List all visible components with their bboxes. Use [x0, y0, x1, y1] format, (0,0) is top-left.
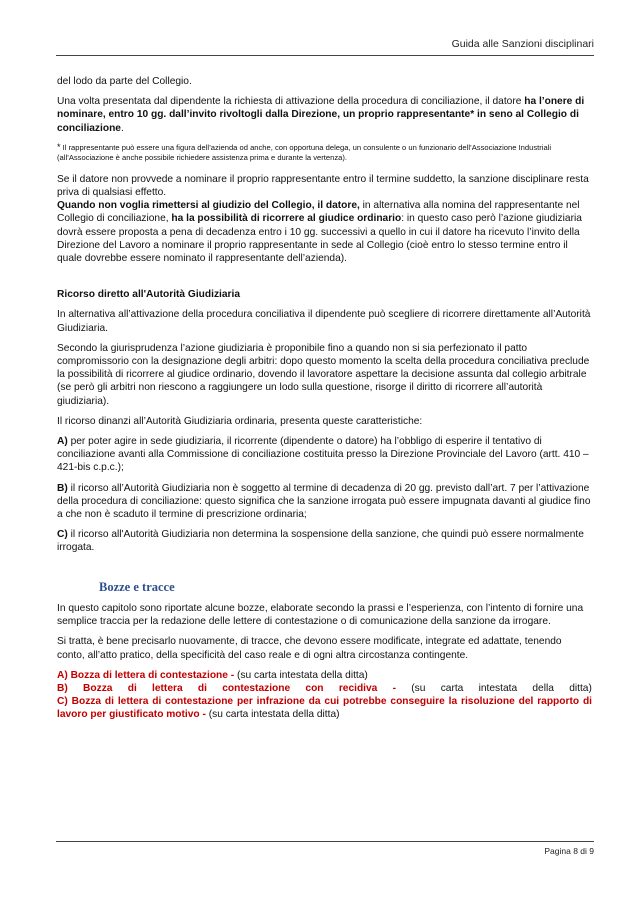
paragraph: Il ricorso dinanzi all’Autorità Giudiziaria ordinaria, presenta queste caratteristiche: — [57, 415, 423, 427]
paragraph: In alternativa all’attivazione della procedura conciliativa il dipendente può scegliere di ricorrere direttamente all’Autorità Giudiziaria. — [57, 309, 591, 334]
list-item — [57, 482, 592, 522]
bozza-item-c — [57, 695, 592, 721]
bozza-word: ditta) — [569, 682, 592, 694]
footnote-marker: * — [57, 141, 61, 152]
footnote-text: Il rappresentante può essere una figura dell’azienda od anche, con opportuna delega, un consulente o un funzionario dell’Associazione Industriali (all’Associazione è anche possibile richiedere assistenza prima e durante la vertenza). — [57, 142, 552, 162]
footnote — [57, 142, 592, 163]
bozza-note: (su carta intestata della ditta) — [205, 709, 340, 721]
bozza-word: della — [532, 682, 554, 694]
bozza-word: lettera — [152, 682, 183, 694]
paragraph — [57, 173, 592, 265]
page-body — [57, 75, 592, 722]
header-divider — [56, 55, 594, 56]
paragraph: del lodo da parte del Collegio. — [57, 76, 192, 87]
running-header: Guida alle Sanzioni disciplinari — [451, 38, 594, 50]
paragraph — [57, 95, 592, 135]
bozza-word: - — [392, 682, 396, 694]
paragraph: In questo capitolo sono riportate alcune bozze, elaborate secondo la prassi e l’esperienza, con l’intento di fornire una semplice traccia per la redazione delle lettere di contestazione o di comunicazione della sanzione da irrogare. — [57, 602, 584, 628]
bozza-note: (su carta intestata della ditta) — [234, 669, 368, 681]
bozza-word: con — [305, 682, 324, 694]
text-run: : in questo caso però l’azione giudiziaria dovrà essere proposta a pena di decadenza entro i 10 gg. successivi a quello in cui il datore ha ricevuto l’invito della Direzione del Lavoro a nominare il proprio rappresentante in sede al Collegio (cioè entro lo stesso termine entro il quale dovrebbe essere nominato il rappresentante dell’azienda). — [57, 213, 582, 265]
list-item — [57, 528, 592, 554]
list-item-label: B) — [57, 482, 68, 494]
text-run: Se il datore non provvede a nominare il proprio rappresentante entro il termine suddetto, la sanzione disciplinare resta priva di qualsiasi effetto. — [57, 173, 589, 199]
text-run: Una volta presentata dal dipendente la richiesta di attivazione della procedura di conciliazione, il datore — [57, 96, 525, 108]
list-item-text: il ricorso all'Autorità Giudiziaria non determina la sospensione della sanzione, che quindi può essere normalmente irrogata. — [57, 529, 584, 554]
footer-divider — [56, 841, 594, 842]
bold-text: Quando non voglia rimettersi al giudizio del Collegio, il datore, — [57, 200, 360, 212]
bozza-item-a — [57, 669, 592, 682]
bozza-word: Bozza — [83, 682, 113, 694]
bozza-word: recidiva — [338, 682, 378, 694]
bozza-word: B) — [57, 682, 68, 694]
list-item-label: A) — [57, 436, 68, 448]
text-run: in alternativa alla nomina del rappresentante nel Collegio di conciliazione, — [57, 200, 580, 225]
bozza-title: A) Bozza di lettera di contestazione - — [57, 669, 235, 681]
page-number: Pagina 8 di 9 — [544, 846, 594, 856]
bozza-word: di — [127, 682, 137, 694]
section-heading: Bozze e tracce — [99, 579, 175, 594]
bozza-word: carta — [440, 682, 464, 694]
text-run: . — [120, 122, 124, 134]
bozza-title: C) Bozza di lettera di contestazione per infrazione da cui potrebbe conseguire la risoluzione del rapporto di lavoro per giustificato motivo - — [57, 696, 592, 721]
paragraph: Secondo la giurisprudenza l’azione giudiziaria è proponibile fino a quando non si sia perfezionato il patto compromissorio con la designazione degli arbitri: dopo questo momento la scelta della procedura conciliativa preclude la possibilità di ricorrere al giudice ordinario, dovendo il lavoratore aspettare la decisione assunta dal collegio arbitrale (se però gli arbitri non riescono a raggiungere un lodo sulla questione, risorge il diritto di ricorrere all’autorità giudiziaria). — [57, 342, 590, 407]
list-item-label: C) — [57, 529, 68, 541]
list-item — [57, 435, 592, 475]
list-item-text: il ricorso all’Autorità Giudiziaria non è soggetto al termine di decadenza di 20 gg. previsto dall’art. 7 per l’attivazione della procedura di conciliazione: questo significa che la sanzione irrogata può essere impugnata davanti al giudice fino a che non è scaduto il termine di prescrizione ordinaria; — [57, 482, 591, 521]
section-title: Ricorso diretto all'Autorità Giudiziaria — [57, 289, 240, 301]
bozza-word: di — [197, 682, 207, 694]
bold-text: ha l’onere di nominare, entro 10 gg. dall’invito rivoltogli dalla Direzione, un proprio rappresentante* in seno al Collegio di conciliazione — [57, 96, 585, 134]
bozza-word: (su — [411, 682, 426, 694]
paragraph: Si tratta, è bene precisarlo nuovamente, di tracce, che devono essere modificate, integrate ed adattate, tenendo conto, all’atto pratico, della specificità del caso reale e di ogni altra circostanza contingente. — [57, 636, 562, 661]
bozza-item-b — [57, 682, 592, 695]
bold-text: ha la possibilità di ricorrere al giudice ordinario — [171, 213, 402, 225]
bozza-word: intestata — [478, 682, 518, 694]
bozza-word: contestazione — [222, 682, 291, 694]
list-item-text: per poter agire in sede giudiziaria, il ricorrente (dipendente o datore) ha l’obbligo di esperire il tentativo di conciliazione avanti alla Commissione di conciliazione costituita presso la Direzione Provinciale del Lavoro (artt. 410 – 421-bis c.p.c.); — [57, 436, 589, 474]
